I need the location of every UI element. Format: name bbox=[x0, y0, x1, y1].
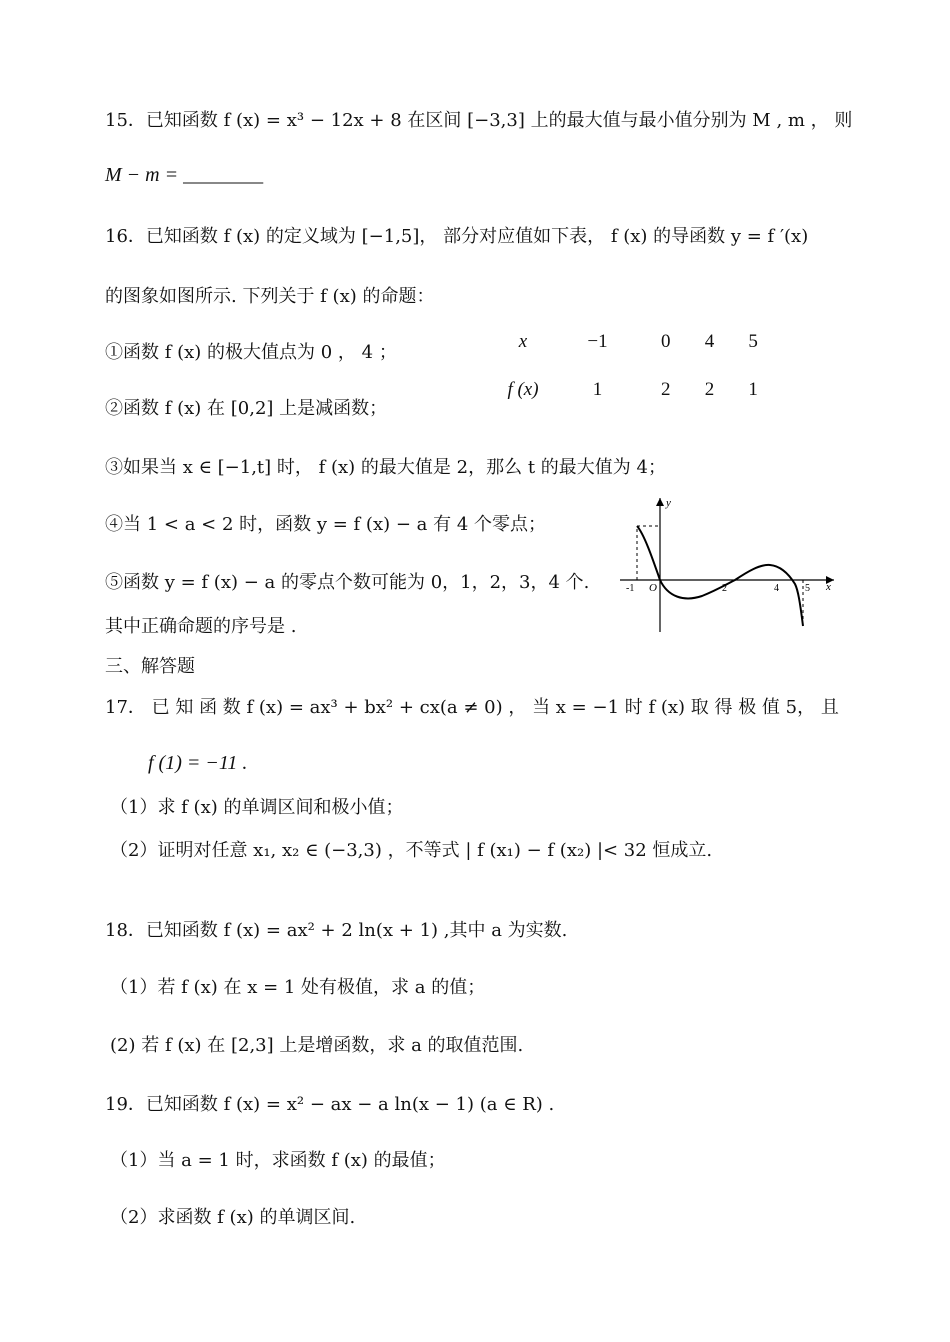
x-axis-label: x bbox=[826, 581, 831, 593]
origin-label: O bbox=[649, 582, 657, 594]
q18-part1: （1）若 f (x) 在 x = 1 处有极值，求 a 的值； bbox=[110, 977, 486, 998]
proposition-2: ②函数 f (x) 在 [0,2] 上是减函数； bbox=[105, 398, 388, 419]
q17-line2: f (1) = −11 . bbox=[148, 752, 248, 774]
q16-line1: 16．已知函数 f (x) 的定义域为 [−1,5]， 部分对应值如下表， f (x) 的导函数 y = f ′(x) bbox=[105, 226, 809, 247]
q19-line1: 19．已知函数 f (x) = x² − ax − a ln(x − 1) (a ∈ R) . bbox=[105, 1094, 555, 1115]
derivative-graph bbox=[612, 492, 842, 637]
table-head-x: x bbox=[518, 331, 528, 352]
proposition-5: ⑤函数 y = f (x) − a 的零点个数可能为 0，1，2，3，4 个. bbox=[105, 572, 590, 593]
tick-label: 2 bbox=[722, 583, 727, 594]
q18-part2: (2) 若 f (x) 在 [2,3] 上是增函数，求 a 的取值范围. bbox=[110, 1035, 524, 1056]
table-cell: 1 bbox=[748, 379, 758, 400]
table-cell: 0 bbox=[661, 331, 671, 352]
q18-line1: 18．已知函数 f (x) = ax² + 2 ln(x + 1) ,其中 a 为实数. bbox=[105, 920, 568, 941]
derivative-curve bbox=[637, 526, 803, 626]
tick-label: 5 bbox=[805, 583, 810, 594]
table-cell: −1 bbox=[587, 331, 608, 352]
table-cell: 2 bbox=[704, 379, 715, 400]
q15-line2: M − m = ________ bbox=[105, 164, 264, 186]
proposition-3: ③如果当 x ∈ [−1,t] 时， f (x) 的最大值是 2，那么 t 的最大值为 4； bbox=[105, 457, 666, 478]
table-row bbox=[495, 318, 775, 366]
q17-part2: （2）证明对任意 x₁, x₂ ∈ (−3,3) ，不等式 | f (x₁) − f (x₂) |< 32 恒成立. bbox=[110, 840, 713, 861]
value-table bbox=[495, 318, 775, 414]
q19-part2: （2）求函数 f (x) 的单调区间. bbox=[110, 1207, 356, 1228]
table-cell: 2 bbox=[661, 379, 671, 400]
table-cell: 5 bbox=[748, 331, 758, 352]
tick-label: 4 bbox=[774, 583, 779, 594]
q19-part1: （1）当 a = 1 时，求函数 f (x) 的最值； bbox=[110, 1150, 446, 1171]
proposition-1: ①函数 f (x) 的极大值点为 0 ， 4 ； bbox=[105, 342, 397, 363]
q17-line1: 17． 已 知 函 数 f (x) = ax³ + bx² + cx(a ≠ 0) ， 当 x = −1 时 f (x) 取 得 极 值 5， 且 bbox=[105, 697, 839, 718]
table-head-fx: f (x) bbox=[507, 379, 539, 400]
q16-answer-line: 其中正确命题的序号是 . bbox=[105, 616, 297, 637]
table-row bbox=[495, 366, 775, 414]
q17-part1: （1）求 f (x) 的单调区间和极小值； bbox=[110, 797, 404, 818]
table-cell: 4 bbox=[704, 331, 715, 352]
section-heading: 三、解答题 bbox=[105, 656, 195, 677]
proposition-4: ④当 1 < a < 2 时，函数 y = f (x) − a 有 4 个零点； bbox=[105, 514, 546, 535]
q15-line1: 15．已知函数 f (x) = x³ − 12x + 8 在区间 [−3,3] 上的最大值与最小值分别为 M , m ， 则 bbox=[105, 110, 853, 131]
q16-line2: 的图象如图所示. 下列关于 f (x) 的命题： bbox=[105, 286, 435, 307]
table-cell: 1 bbox=[592, 379, 603, 400]
tick-label: -1 bbox=[626, 583, 635, 594]
y-axis-label: y bbox=[666, 497, 671, 509]
y-axis-arrow bbox=[656, 498, 664, 506]
